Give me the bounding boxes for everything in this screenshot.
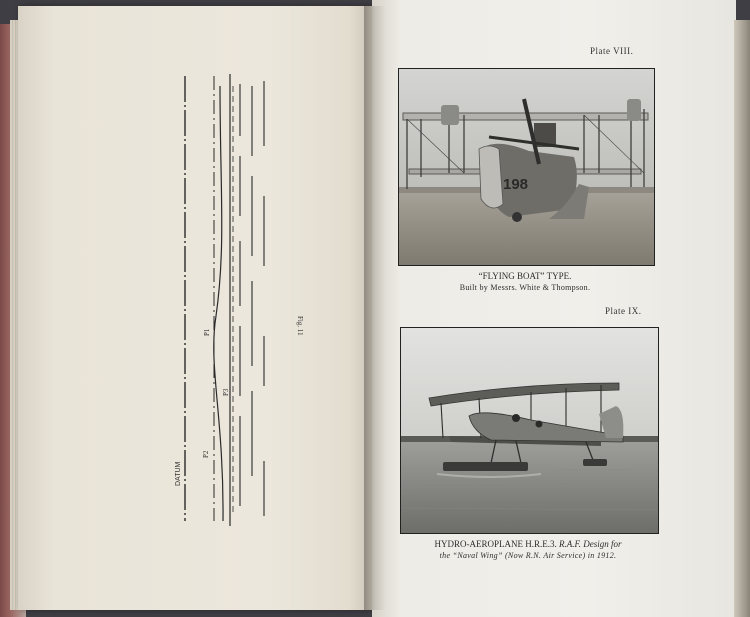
plate-viii-title: “FLYING BOAT” TYPE.: [478, 271, 572, 281]
marker-p2: P2: [202, 450, 210, 458]
datum-label: DATUM: [175, 461, 182, 486]
plate-ix-caption-line1: [388, 538, 668, 550]
plate-viii-subtitle: Built by Messrs. White & Thompson.: [459, 283, 591, 292]
flying-boat-image: [399, 69, 654, 265]
plate-ix-label: Plate IX.: [605, 306, 642, 316]
hydro-aeroplane-photo: [400, 327, 659, 534]
plate-ix-caption-line2: the “Naval Wing” (Now R.N. Air Service) in 1912.: [439, 551, 617, 560]
intercept-bars: [240, 81, 264, 516]
left-page: [18, 6, 374, 610]
marker-p3: P3: [222, 388, 230, 396]
plate-ix-caption: [388, 538, 668, 562]
hydro-aeroplane-image: [401, 328, 658, 533]
book-cover-right: [734, 20, 750, 617]
marker-p1: P1: [203, 328, 211, 336]
figure-11-diagram: [168, 66, 304, 536]
plate-ix-design: R.A.F. Design for: [558, 539, 622, 549]
book-gutter: [364, 6, 386, 610]
plate-ix-title: HYDRO-AEROPLANE H.R.E.3.: [434, 539, 557, 549]
wave-curve: [214, 86, 223, 521]
plate-viii-caption: [400, 270, 650, 294]
flying-boat-photo: [398, 68, 655, 266]
figure-label: Fig. 11: [296, 316, 304, 336]
aircraft-marking: 198: [503, 176, 529, 193]
plate-viii-label: Plate VIII.: [590, 46, 634, 56]
